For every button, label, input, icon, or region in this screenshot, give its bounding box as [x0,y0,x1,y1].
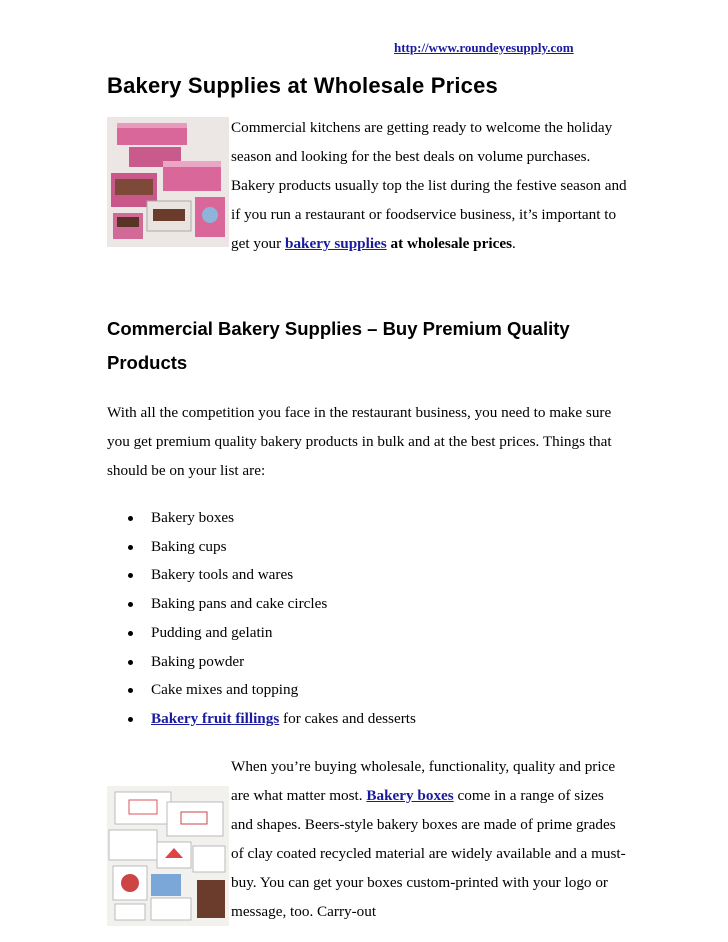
closing-text: When you’re buying wholesale, functionality, quality and price are what matter most. [231,758,616,804]
list-item: Pudding and gelatin [107,619,416,648]
wholesale-prices-text: at wholesale prices [390,235,512,252]
section-paragraph: With all the competition you face in the restaurant business, you need to make sure you get premium quality bakery products in bulk and at the best prices. Things that should be on your list are: [107,404,612,479]
page-title: Bakery Supplies at Wholesale Prices [107,73,498,98]
white-bakery-boxes-image [107,786,229,926]
bakery-supplies-link[interactable]: bakery supplies [285,235,387,252]
list-item: Cake mixes and topping [107,676,416,705]
intro-end: . [511,235,516,252]
closing-text-rest: come in a range of sizes and shapes. Beers-style bakery boxes are made of prime grades of clay coated recycled material are widely available and a must-buy. You can get your boxes custom-printed with your logo or message, too. Carry-out [231,787,626,920]
list-item: Baking cups [107,533,416,562]
site-url-link[interactable]: http://www.roundeyesupply.com [394,40,574,55]
intro-paragraph [107,113,627,258]
list-item: Bakery boxes [107,504,416,533]
intro-text: Commercial kitchens are getting ready to welcome the holiday season and looking for the best deals on volume purchases. Bakery products usually top the list during the festive season and if you run a restaurant or foodservice business, it’s important to get your [231,119,627,252]
pink-bakery-boxes-image [107,117,229,247]
list-item: Bakery tools and wares [107,561,416,590]
list-item [107,705,416,734]
section-heading: Commercial Bakery Supplies – Buy Premium Quality Products [107,318,570,373]
bakery-boxes-link[interactable]: Bakery boxes [366,787,454,804]
bakery-fruit-fillings-link[interactable]: Bakery fruit fillings [151,709,280,727]
list-item-text: for cakes and desserts [279,709,416,727]
list-item: Baking pans and cake circles [107,590,416,619]
list-item: Baking powder [107,648,416,677]
supplies-list [107,504,416,734]
closing-paragraph [107,752,627,926]
